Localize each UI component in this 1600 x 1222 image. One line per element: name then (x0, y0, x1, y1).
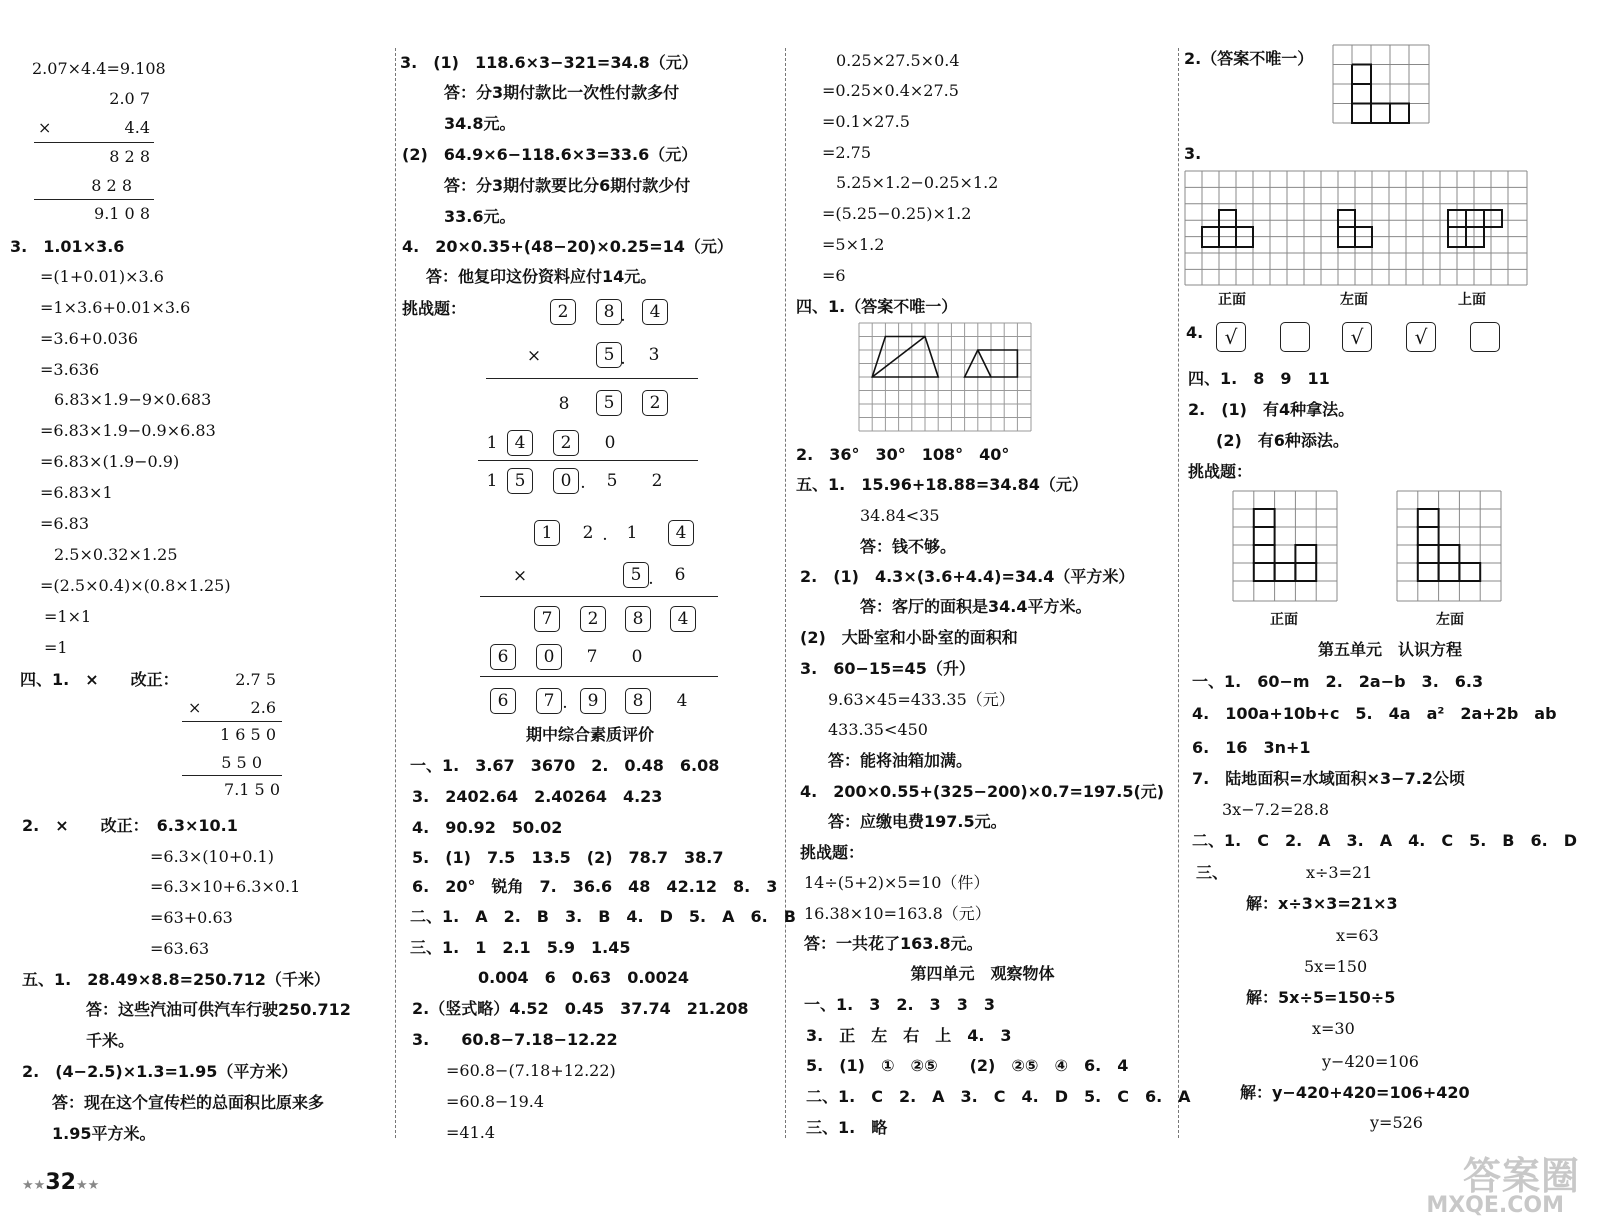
text-line: =41.4 (446, 1123, 496, 1142)
digit-box: 9 (580, 688, 606, 714)
view-label: 左面 (1340, 292, 1368, 308)
text-line: 5 (606, 471, 618, 491)
text-line: 5.25×1.2−0.25×1.2 (836, 173, 999, 192)
text-line: =6 (822, 266, 846, 285)
text-line: × (188, 698, 202, 717)
digit-box: 5 (623, 562, 649, 588)
column-divider (395, 48, 396, 1138)
digit-box: 4 (668, 520, 694, 546)
text-line: 3. (1) 118.6×3−321=34.8（元） (400, 53, 698, 72)
text-line: 6.83×1.9−9×0.683 (54, 390, 212, 409)
digit-box: 0 (536, 644, 562, 670)
text-line: 9.63×45=433.35（元） (828, 690, 1015, 709)
view-label: 正面 (1270, 612, 1298, 628)
section-title: 期中综合素质评价 (525, 725, 654, 744)
text-line: 5. (1) 7.5 13.5 (2) 78.7 38.7 (412, 848, 724, 867)
line (34, 142, 154, 143)
text-line: 答：现在这个宣传栏的总面积比原来多 (52, 1093, 325, 1112)
text-line: 433.35<450 (828, 720, 928, 739)
check-box (1280, 322, 1310, 352)
text-line: 挑战题： (402, 299, 467, 318)
text-line: 8 2 8 (109, 147, 150, 166)
text-line: 2. (4−2.5)×1.3=1.95（平方米） (22, 1062, 298, 1081)
text-line: 3. 2402.64 2.40264 4.23 (412, 787, 663, 806)
line (34, 199, 154, 200)
text-line: 答：一共花了163.8元。 (804, 934, 983, 953)
decimal-point: . (580, 473, 586, 493)
column-divider (785, 48, 786, 1138)
text-line: 答：客厅的面积是34.4平方米。 (860, 597, 1092, 616)
text-line: 挑战题： (800, 843, 865, 862)
text-line: 4. 200×0.55+(325−200)×0.7=197.5(元) (800, 782, 1165, 801)
text-line: 3. 1.01×3.6 (10, 237, 125, 256)
digit-box: 4 (642, 299, 668, 325)
text-line: 2.07×4.4=9.108 (32, 59, 166, 78)
digit-box: 4 (507, 430, 533, 456)
text-line: 一、1. 3.67 3670 2. 0.48 6.08 (410, 756, 720, 775)
text-line: 4. (1186, 323, 1204, 342)
text-line: 2. (1) 有4种拿法。 (1188, 400, 1355, 419)
text-line: 5. (1) ① ②⑤ (2) ②⑤ ④ 6. 4 (806, 1056, 1129, 1075)
text-line: 6. 20° 锐角 7. 36.6 48 42.12 8. 3 (412, 877, 778, 896)
text-line: =5×1.2 (822, 235, 885, 254)
text-line: 1.95平方米。 (52, 1124, 156, 1143)
text-line: 三、1. 略 (806, 1118, 888, 1137)
text-line: 二、1. C 2. A 3. C 4. D 5. C 6. A (806, 1087, 1191, 1106)
text-line: × (526, 346, 542, 366)
text-line: =3.636 (40, 360, 100, 379)
text-line: 挑战题： (1188, 462, 1253, 481)
grid-figure-left-view (1396, 490, 1502, 602)
text-line: 2.7 5 (235, 670, 276, 689)
text-line: =60.8−(7.18+12.22) (446, 1061, 616, 1080)
text-line: 0 (631, 647, 643, 667)
text-line: 4. 20×0.35+(48−20)×0.25=14（元） (402, 237, 733, 256)
digit-box: 0 (553, 468, 579, 494)
grid-figure-three-views (1184, 170, 1528, 286)
text-line: 3. 60.8−7.18−12.22 (412, 1030, 618, 1049)
text-line: 答：钱不够。 (860, 537, 957, 556)
text-line: 4.4 (124, 118, 150, 137)
text-line: =6.83×1 (40, 483, 113, 502)
text-line: 答：这些汽油可供汽车行驶250.712 (86, 1000, 351, 1019)
text-line: =2.75 (822, 143, 872, 162)
text-line: 2.0 7 (109, 89, 150, 108)
text-line: x=63 (1336, 926, 1379, 945)
text-line: 二、1. A 2. B 3. B 4. D 5. A 6. B (410, 907, 796, 926)
text-line: (2) 64.9×6−118.6×3=33.6（元） (402, 145, 698, 164)
text-line: =6.3×10+6.3×0.1 (150, 877, 301, 896)
text-line: 7.1 5 0 (224, 780, 280, 799)
text-line: x÷3=21 (1306, 863, 1373, 882)
decimal-point: . (562, 693, 568, 713)
text-line: =1×1 (44, 607, 92, 626)
text-line: 6. 16 3n+1 (1192, 738, 1311, 757)
text-line: 3. (1184, 144, 1202, 163)
section-title: 第四单元 观察物体 (910, 964, 1055, 983)
digit-box: 7 (534, 606, 560, 632)
grid-figure-trapezoids (858, 322, 1032, 432)
text-line: 答：分3期付款要比分6期付款少付 (444, 176, 691, 195)
text-line: (2) 有6种添法。 (1216, 431, 1349, 450)
text-line: =1 (44, 638, 68, 657)
text-line: 6 (674, 565, 686, 585)
page-number-value: 32 (45, 1170, 76, 1195)
digit-box: 2 (580, 606, 606, 632)
text-line: =6.83 (40, 514, 90, 533)
text-line: 2. × 改正： 6.3×10.1 (22, 816, 238, 835)
text-line: 5x=150 (1304, 957, 1368, 976)
text-line: 2.6 (250, 698, 276, 717)
text-line: 3x−7.2=28.8 (1222, 800, 1330, 819)
text-line: y=526 (1370, 1113, 1423, 1132)
text-line: =6.83×(1.9−0.9) (40, 452, 180, 471)
digit-box: 5 (507, 468, 533, 494)
star-icon: ★★ (75, 1178, 100, 1193)
text-line: 34.84<35 (860, 506, 940, 525)
text-line: 4. 90.92 50.02 (412, 818, 563, 837)
digit-box: 5 (596, 342, 622, 368)
text-line: 34.8元。 (444, 114, 516, 133)
text-line: 3 (648, 345, 660, 365)
digit-box: 1 (534, 520, 560, 546)
watermark-url: MXQE.COM (1426, 1193, 1564, 1218)
text-line: =63+0.63 (150, 908, 233, 927)
text-line: 四、1. × 改正： (20, 670, 179, 689)
text-line: 2.5×0.32×1.25 (54, 545, 178, 564)
text-line: 7 (586, 647, 598, 667)
check-box: √ (1406, 322, 1436, 352)
digit-box: 2 (550, 299, 576, 325)
text-line: 33.6元。 (444, 207, 516, 226)
text-line: =1×3.6+0.01×3.6 (40, 298, 191, 317)
text-line: 2 (582, 523, 594, 543)
text-line: 解：5x÷5=150÷5 (1246, 988, 1396, 1007)
text-line: =6.3×(10+0.1) (150, 847, 274, 866)
digit-box: 2 (642, 390, 668, 416)
digit-box: 6 (490, 644, 516, 670)
decimal-point: . (620, 306, 626, 326)
text-line: 解：x÷3×3=21×3 (1246, 894, 1398, 913)
text-line: 三、1. 1 2.1 5.9 1.45 (410, 938, 631, 957)
text-line: 0 (604, 433, 616, 453)
line (486, 378, 698, 379)
line (478, 460, 698, 461)
line (480, 596, 718, 597)
watermark-logo: 答案圈 (1462, 1154, 1580, 1198)
text-line: 1 (626, 523, 638, 543)
digit-box: 8 (596, 299, 622, 325)
text-line: x=30 (1312, 1019, 1355, 1038)
text-line: =(2.5×0.4)×(0.8×1.25) (40, 576, 231, 595)
text-line: =(5.25−0.25)×1.2 (822, 204, 972, 223)
view-label: 正面 (1218, 292, 1246, 308)
text-line: 五、1. 28.49×8.8=250.712（千米） (22, 970, 330, 989)
digit-box: 2 (553, 430, 579, 456)
text-line: 一、1. 3 2. 3 3 3 (804, 995, 995, 1014)
line (182, 721, 282, 722)
column-divider (1178, 48, 1179, 1138)
decimal-point: . (648, 569, 654, 589)
text-line: 五、1. 15.96+18.88=34.84（元） (796, 475, 1088, 494)
digit-box: 8 (625, 606, 651, 632)
view-label: 上面 (1458, 292, 1486, 308)
text-line: 9.1 0 8 (94, 204, 150, 223)
digit-box: 4 (670, 606, 696, 632)
text-line: 2. (1) 4.3×(3.6+4.4)=34.4（平方米） (800, 567, 1135, 586)
text-line: 16.38×10=163.8（元） (804, 904, 991, 923)
text-line: 7. 陆地面积=水域面积×3−7.2公顷 (1192, 769, 1465, 788)
text-line: × (512, 566, 528, 586)
text-line: 2. 36° 30° 108° 40° (796, 445, 1010, 464)
digit-box: 6 (490, 688, 516, 714)
text-line: 4. 100a+10b+c 5. 4a a² 2a+2b ab (1192, 704, 1557, 723)
digit-box: 5 (596, 390, 622, 416)
check-box (1470, 322, 1500, 352)
decimal-point: . (620, 349, 626, 369)
text-line: 四、1.（答案不唯一） (796, 297, 958, 316)
text-line: =0.1×27.5 (822, 112, 910, 131)
text-line: 2 (651, 471, 663, 491)
text-line: 8 (558, 394, 570, 414)
text-line: 三、 (1196, 863, 1229, 882)
text-line: 解：y−420+420=106+420 (1240, 1083, 1470, 1102)
text-line: 1 (486, 471, 498, 491)
digit-box: 8 (625, 688, 651, 714)
grid-figure-front-view (1232, 490, 1338, 602)
text-line: 千米。 (86, 1031, 135, 1050)
text-line: =60.8−19.4 (446, 1092, 545, 1111)
line (480, 676, 718, 677)
text-line: 答：他复印这份资料应付14元。 (426, 267, 657, 286)
text-line: 4 (676, 691, 688, 711)
text-line: 0.004 6 0.63 0.0024 (478, 968, 689, 987)
text-line: 一、1. 60−m 2. 2a−b 3. 6.3 (1192, 672, 1484, 691)
text-line: 答：能将油箱加满。 (828, 751, 973, 770)
check-box: √ (1342, 322, 1372, 352)
text-line: 3. 60−15=45（升） (800, 659, 975, 678)
section-title: 第五单元 认识方程 (1317, 640, 1462, 659)
text-line: =0.25×0.4×27.5 (822, 81, 959, 100)
text-line: 2.（答案不唯一） (1184, 49, 1314, 68)
text-line: 0.25×27.5×0.4 (836, 51, 960, 70)
text-line: y−420=106 (1322, 1052, 1419, 1071)
text-line: 3. 正 左 右 上 4. 3 (806, 1026, 1012, 1045)
text-line: =3.6+0.036 (40, 329, 139, 348)
text-line: 8 2 8 (91, 176, 132, 195)
text-line: 答：应缴电费197.5元。 (828, 812, 1007, 831)
page-number (22, 1170, 99, 1195)
text-line: 四、1. 8 9 11 (1188, 369, 1330, 388)
text-line: 1 (486, 433, 498, 453)
text-line: 5 5 0 (221, 753, 262, 772)
text-line: =(1+0.01)×3.6 (40, 267, 164, 286)
view-label: 左面 (1436, 612, 1464, 628)
text-line: × (38, 118, 52, 137)
check-box: √ (1216, 322, 1246, 352)
text-line: =63.63 (150, 939, 210, 958)
text-line: 二、1. C 2. A 3. A 4. C 5. B 6. D (1192, 831, 1577, 850)
text-line: 答：分3期付款比一次性付款多付 (444, 83, 680, 102)
text-line: (2) 大卧室和小卧室的面积和 (800, 628, 1018, 647)
decimal-point: . (602, 525, 608, 545)
text-line: 1 6 5 0 (220, 725, 276, 744)
star-icon: ★★ (22, 1178, 46, 1193)
digit-box: 7 (536, 688, 562, 714)
text-line: =6.83×1.9−0.9×6.83 (40, 421, 216, 440)
text-line: 14÷(5+2)×5=10（件） (804, 873, 990, 892)
grid-figure-view (1332, 44, 1430, 126)
line (182, 775, 282, 776)
text-line: 2.（竖式略）4.52 0.45 37.74 21.208 (412, 999, 749, 1018)
